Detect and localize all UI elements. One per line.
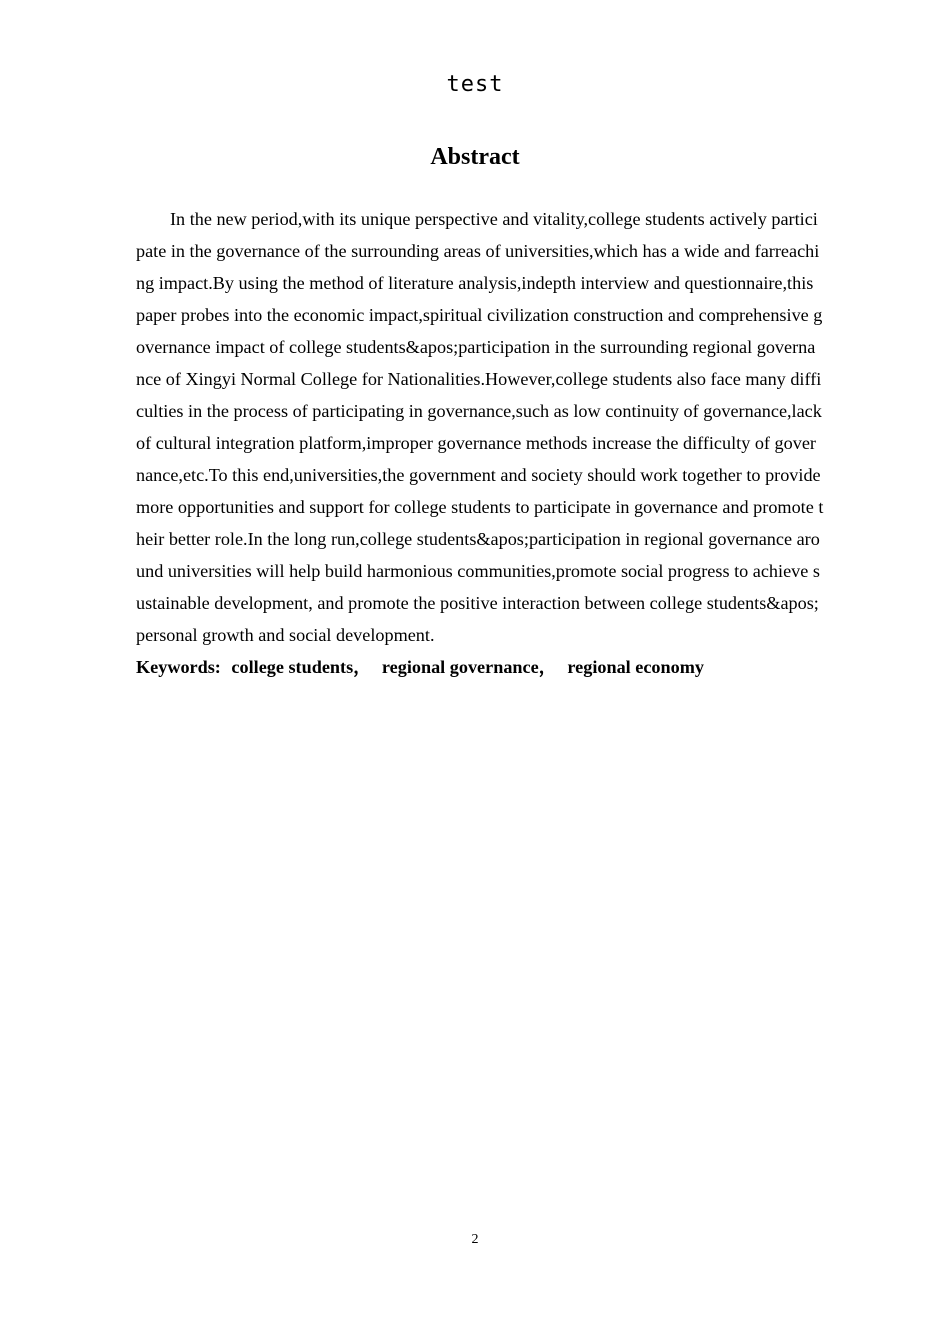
- abstract-body: [136, 203, 866, 651]
- abstract-line: ustainable development, and promote the positive interaction between college students&apos;: [136, 593, 819, 613]
- abstract-line: personal growth and social development.: [136, 625, 435, 645]
- abstract-line: of cultural integration platform,improper governance methods increase the difficulty of gover: [136, 433, 816, 453]
- abstract-line: pate in the governance of the surrounding areas of universities,which has a wide and farreachi: [136, 241, 820, 261]
- keywords-line: [136, 651, 866, 683]
- abstract-line: nance,etc.To this end,universities,the government and society should work together to provide: [136, 465, 821, 485]
- abstract-line: culties in the process of participating in governance,such as low continuity of governance,lack: [136, 401, 822, 421]
- abstract-line: und universities will help build harmonious communities,promote social progress to achieve s: [136, 561, 820, 581]
- abstract-title: Abstract: [430, 144, 520, 170]
- abstract-line: overnance impact of college students&apos;participation in the surrounding regional governa: [136, 337, 816, 357]
- abstract-line: paper probes into the economic impact,spiritual civilization construction and comprehensive g: [136, 305, 823, 325]
- keyword-item: regional economy: [567, 657, 704, 677]
- abstract-line: more opportunities and support for college students to participate in governance and promote t: [136, 497, 824, 517]
- abstract-line: ng impact.By using the method of literature analysis,indepth interview and questionnaire,this: [136, 273, 814, 293]
- keywords-label: Keywords:: [136, 657, 221, 677]
- abstract-line: In the new period,with its unique perspective and vitality,college students actively partici: [170, 209, 818, 229]
- keyword-item: college students，: [231, 657, 372, 677]
- abstract-line: nce of Xingyi Normal College for Nationalities.However,college students also face many diffi: [136, 369, 822, 389]
- abstract-line: heir better role.In the long run,college students&apos;participation in regional governance aro: [136, 529, 820, 549]
- page-number: 2: [471, 1232, 479, 1247]
- keyword-item: regional governance，: [381, 657, 557, 677]
- page-header: test: [446, 72, 504, 97]
